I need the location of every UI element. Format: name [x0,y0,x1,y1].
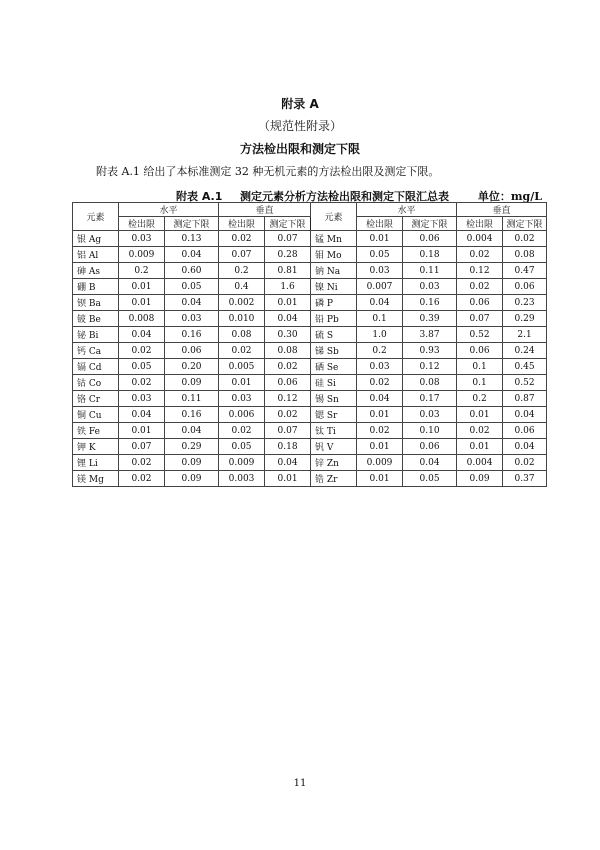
detection-limit-table [72,202,547,487]
element-cell: 磷 P [311,295,357,311]
element-cell: 硼 B [73,279,119,295]
quantification-limit-cell: 0.30 [265,327,311,343]
table-row [73,279,547,295]
quantification-limit-cell: 0.06 [503,423,547,439]
table-row [73,439,547,455]
quantification-limit-cell: 0.16 [165,407,219,423]
header-element: 元素 [73,203,119,231]
header-quantification-limit: 测定下限 [503,217,547,231]
quantification-limit-cell: 0.11 [403,263,457,279]
page-number: 11 [293,778,307,789]
header-quantification-limit: 测定下限 [265,217,311,231]
table-row [73,311,547,327]
element-cell: 铋 Bi [73,327,119,343]
quantification-limit-cell: 0.03 [165,311,219,327]
detection-limit-cell: 0.02 [457,423,503,439]
element-cell: 锑 Sb [311,343,357,359]
detection-limit-cell: 0.01 [457,439,503,455]
element-cell: 铝 Al [73,247,119,263]
quantification-limit-cell: 0.93 [403,343,457,359]
quantification-limit-cell: 0.01 [265,471,311,487]
quantification-limit-cell: 0.02 [265,407,311,423]
quantification-limit-cell: 0.09 [165,455,219,471]
quantification-limit-cell: 0.05 [403,471,457,487]
detection-limit-cell: 0.009 [119,247,165,263]
detection-limit-cell: 0.06 [457,295,503,311]
element-cell: 锆 Zr [311,471,357,487]
detection-limit-cell: 0.02 [219,343,265,359]
detection-limit-cell: 0.08 [219,327,265,343]
element-cell: 硅 Si [311,375,357,391]
header-detection-limit: 检出限 [357,217,403,231]
detection-limit-cell: 0.01 [119,423,165,439]
detection-limit-cell: 0.09 [457,471,503,487]
quantification-limit-cell: 0.37 [503,471,547,487]
detection-limit-cell: 0.04 [357,295,403,311]
table-row [73,407,547,423]
quantification-limit-cell: 0.45 [503,359,547,375]
table-row [73,471,547,487]
element-cell: 硫 S [311,327,357,343]
quantification-limit-cell: 0.06 [403,231,457,247]
quantification-limit-cell: 0.03 [403,279,457,295]
quantification-limit-cell: 0.10 [403,423,457,439]
quantification-limit-cell: 0.47 [503,263,547,279]
quantification-limit-cell: 0.81 [265,263,311,279]
element-cell: 钒 V [311,439,357,455]
quantification-limit-cell: 0.02 [503,231,547,247]
detection-limit-cell: 0.07 [457,311,503,327]
quantification-limit-cell: 0.02 [265,359,311,375]
quantification-limit-cell: 0.18 [403,247,457,263]
quantification-limit-cell: 0.60 [165,263,219,279]
quantification-limit-cell: 0.09 [165,471,219,487]
element-cell: 钾 K [73,439,119,455]
header-quantification-limit: 测定下限 [165,217,219,231]
quantification-limit-cell: 0.87 [503,391,547,407]
detection-limit-cell: 0.02 [457,279,503,295]
element-cell: 银 Ag [73,231,119,247]
detection-limit-cell: 0.1 [357,311,403,327]
detection-limit-cell: 0.02 [357,375,403,391]
element-cell: 锡 Sn [311,391,357,407]
quantification-limit-cell: 0.06 [403,439,457,455]
element-cell: 钛 Ti [311,423,357,439]
element-cell: 锌 Zn [311,455,357,471]
detection-limit-cell: 0.01 [119,295,165,311]
quantification-limit-cell: 0.11 [165,391,219,407]
table-row [73,343,547,359]
detection-limit-cell: 0.03 [119,231,165,247]
quantification-limit-cell: 0.04 [403,455,457,471]
detection-limit-cell: 0.52 [457,327,503,343]
quantification-limit-cell: 0.04 [165,423,219,439]
element-cell: 钡 Ba [73,295,119,311]
quantification-limit-cell: 0.01 [265,295,311,311]
quantification-limit-cell: 0.39 [403,311,457,327]
quantification-limit-cell: 0.23 [503,295,547,311]
detection-limit-cell: 0.07 [219,247,265,263]
detection-limit-cell: 0.05 [119,359,165,375]
detection-limit-cell: 0.02 [119,471,165,487]
table-row [73,247,547,263]
header-vertical: 垂直 [457,203,547,217]
table-body [73,231,547,487]
detection-limit-cell: 0.05 [357,247,403,263]
detection-limit-cell: 0.04 [119,327,165,343]
header-detection-limit: 检出限 [457,217,503,231]
header-horizontal: 水平 [119,203,219,217]
table-row [73,423,547,439]
detection-limit-cell: 0.002 [219,295,265,311]
detection-limit-cell: 0.01 [457,407,503,423]
element-cell: 铁 Fe [73,423,119,439]
table-row [73,359,547,375]
quantification-limit-cell: 0.29 [165,439,219,455]
detection-limit-cell: 0.006 [219,407,265,423]
table-caption-title: 测定元素分析方法检出限和测定下限汇总表 [240,190,449,203]
element-cell: 钙 Ca [73,343,119,359]
quantification-limit-cell: 0.18 [265,439,311,455]
element-cell: 钠 Na [311,263,357,279]
quantification-limit-cell: 0.04 [265,455,311,471]
quantification-limit-cell: 0.04 [165,295,219,311]
quantification-limit-cell: 3.87 [403,327,457,343]
detection-limit-cell: 0.003 [219,471,265,487]
quantification-limit-cell: 0.04 [503,407,547,423]
quantification-limit-cell: 0.13 [165,231,219,247]
detection-limit-cell: 0.02 [219,423,265,439]
detection-limit-cell: 0.004 [457,455,503,471]
quantification-limit-cell: 0.24 [503,343,547,359]
element-cell: 镁 Mg [73,471,119,487]
quantification-limit-cell: 0.28 [265,247,311,263]
element-cell: 锶 Sr [311,407,357,423]
header-element: 元素 [311,203,357,231]
quantification-limit-cell: 0.06 [503,279,547,295]
element-cell: 砷 As [73,263,119,279]
table-row [73,327,547,343]
detection-limit-cell: 0.03 [357,263,403,279]
detection-limit-cell: 0.2 [119,263,165,279]
quantification-limit-cell: 0.05 [165,279,219,295]
element-cell: 铬 Cr [73,391,119,407]
detection-limit-cell: 0.010 [219,311,265,327]
detection-limit-cell: 0.03 [357,359,403,375]
header-horizontal: 水平 [357,203,457,217]
quantification-limit-cell: 2.1 [503,327,547,343]
element-cell: 硒 Se [311,359,357,375]
quantification-limit-cell: 0.06 [265,375,311,391]
element-cell: 铅 Pb [311,311,357,327]
appendix-title: 附录 A [281,97,319,111]
detection-limit-cell: 0.06 [457,343,503,359]
detection-limit-cell: 0.008 [119,311,165,327]
table-row [73,295,547,311]
detection-limit-cell: 0.009 [357,455,403,471]
table-caption [72,188,542,202]
detection-limit-cell: 0.02 [119,375,165,391]
quantification-limit-cell: 0.06 [165,343,219,359]
quantification-limit-cell: 0.12 [403,359,457,375]
appendix-subtitle: （规范性附录） [257,119,342,133]
header-quantification-limit: 测定下限 [403,217,457,231]
detection-limit-cell: 0.01 [357,231,403,247]
detection-limit-cell: 0.2 [357,343,403,359]
table-unit: 单位：mg/L [477,190,542,203]
quantification-limit-cell: 1.6 [265,279,311,295]
element-cell: 铍 Be [73,311,119,327]
quantification-limit-cell: 0.16 [403,295,457,311]
table-row [73,455,547,471]
element-cell: 锰 Mn [311,231,357,247]
quantification-limit-cell: 0.04 [503,439,547,455]
detection-limit-cell: 0.2 [457,391,503,407]
detection-limit-cell: 0.004 [457,231,503,247]
detection-limit-cell: 0.007 [357,279,403,295]
element-cell: 镉 Cd [73,359,119,375]
detection-limit-cell: 0.01 [219,375,265,391]
quantification-limit-cell: 0.07 [265,231,311,247]
detection-limit-cell: 0.01 [119,279,165,295]
detection-limit-cell: 0.009 [219,455,265,471]
detection-limit-cell: 0.02 [119,455,165,471]
detection-limit-cell: 0.01 [357,471,403,487]
detection-limit-cell: 0.1 [457,359,503,375]
header-detection-limit: 检出限 [219,217,265,231]
quantification-limit-cell: 0.03 [403,407,457,423]
quantification-limit-cell: 0.17 [403,391,457,407]
element-cell: 钼 Mo [311,247,357,263]
detection-limit-cell: 1.0 [357,327,403,343]
table-caption-label: 附表 A.1 [176,190,223,203]
element-cell: 钴 Co [73,375,119,391]
quantification-limit-cell: 0.08 [265,343,311,359]
detection-limit-cell: 0.02 [119,343,165,359]
detection-limit-cell: 0.04 [119,407,165,423]
detection-limit-cell: 0.2 [219,263,265,279]
detection-limit-cell: 0.02 [457,247,503,263]
quantification-limit-cell: 0.52 [503,375,547,391]
detection-limit-cell: 0.01 [357,407,403,423]
quantification-limit-cell: 0.04 [165,247,219,263]
quantification-limit-cell: 0.29 [503,311,547,327]
quantification-limit-cell: 0.16 [165,327,219,343]
detection-limit-cell: 0.12 [457,263,503,279]
detection-limit-cell: 0.03 [219,391,265,407]
quantification-limit-cell: 0.02 [503,455,547,471]
detection-limit-cell: 0.005 [219,359,265,375]
detection-limit-cell: 0.07 [119,439,165,455]
header-detection-limit: 检出限 [119,217,165,231]
quantification-limit-cell: 0.08 [403,375,457,391]
table-row [73,391,547,407]
section-title: 方法检出限和测定下限 [239,142,360,156]
detection-limit-cell: 0.05 [219,439,265,455]
detection-limit-cell: 0.4 [219,279,265,295]
detection-limit-cell: 0.01 [357,439,403,455]
quantification-limit-cell: 0.08 [503,247,547,263]
intro-paragraph: 附表 A.1 给出了本标准测定 32 种无机元素的方法检出限及测定下限。 [96,165,440,178]
detection-limit-cell: 0.02 [357,423,403,439]
quantification-limit-cell: 0.12 [265,391,311,407]
header-vertical: 垂直 [219,203,311,217]
element-cell: 锂 Li [73,455,119,471]
quantification-limit-cell: 0.07 [265,423,311,439]
quantification-limit-cell: 0.20 [165,359,219,375]
table-row [73,231,547,247]
detection-limit-cell: 0.1 [457,375,503,391]
detection-limit-cell: 0.02 [219,231,265,247]
element-cell: 铜 Cu [73,407,119,423]
detection-limit-cell: 0.04 [357,391,403,407]
table-row [73,375,547,391]
quantification-limit-cell: 0.04 [265,311,311,327]
table-row [73,263,547,279]
detection-limit-cell: 0.03 [119,391,165,407]
element-cell: 镍 Ni [311,279,357,295]
quantification-limit-cell: 0.09 [165,375,219,391]
